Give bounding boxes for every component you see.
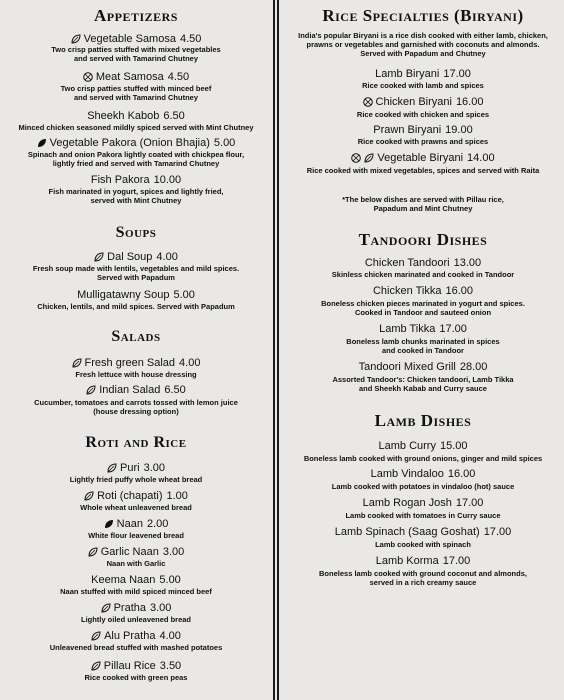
menu-item: Lamb Rogan Josh 17.00: [362, 497, 484, 509]
menu-item: Alu Pratha 4.00: [0, 630, 272, 642]
rice-heading: Rice Specialties (Biryani): [322, 6, 524, 25]
item-description: and Sheekh Kabab and Curry sauce: [359, 384, 487, 393]
leaf-outline-icon: [84, 491, 94, 501]
menu-item: Lamb Tikka 17.00: [379, 323, 467, 335]
menu-item: Tandoori Mixed Grill 28.00: [358, 361, 488, 373]
item-description: Served with Papadum: [97, 273, 175, 282]
menu-item: Pratha 3.00: [0, 602, 272, 614]
leaf-filled-icon: [104, 519, 114, 529]
item-description: Skinless chicken marinated and cooked in Tandoor: [331, 270, 515, 279]
column-divider: [277, 0, 279, 700]
left-column: [0, 0, 272, 700]
item-description: Lightly oiled unleavened bread: [80, 615, 192, 624]
item-description: Two crisp patties stuffed with minced beef: [60, 84, 212, 93]
section-intro: Served with Papadum and Chutney: [360, 49, 486, 58]
item-description: (house dressing option): [93, 407, 179, 416]
item-description: Spinach and onion Pakora lightly coated with chickpea flour,: [27, 150, 245, 159]
menu-item: Lamb Korma 17.00: [375, 555, 471, 567]
menu-item: Dal Soup 4.00: [0, 251, 272, 263]
menu-item: Vegetable Samosa 4.50: [0, 33, 272, 45]
leaf-outline-icon: [101, 603, 111, 613]
item-description: Boneless lamb cooked with ground coconut and almonds,: [319, 569, 527, 578]
lamb-heading: Lamb Dishes: [374, 411, 472, 430]
menu-item: Indian Salad 6.50: [0, 384, 272, 396]
leaf-outline-icon: [88, 547, 98, 557]
item-description: Lightly fried puffy whole wheat bread: [69, 475, 203, 484]
item-description: and served with Tamarind Chutney: [73, 54, 199, 63]
menu-item: Pillau Rice 3.50: [0, 660, 272, 672]
item-description: Two crisp patties stuffed with mixed vegetables: [51, 45, 221, 54]
menu-item: Lamb Spinach (Saag Goshat) 17.00: [334, 526, 512, 538]
item-description: served in a rich creamy sauce: [369, 578, 477, 587]
item-description: Rice cooked with prawns and spices: [357, 137, 489, 146]
appetizers-heading: Appetizers: [94, 6, 178, 25]
item-description: and cooked in Tandoor: [382, 346, 464, 355]
menu-item: Prawn Biryani 19.00: [373, 124, 473, 136]
item-description: Boneless lamb chunks marinated in spices: [346, 337, 500, 346]
menu-item: Fresh green Salad 4.00: [0, 357, 272, 369]
menu-item: Meat Samosa 4.50: [0, 71, 272, 83]
salads-heading: Salads: [111, 328, 161, 345]
item-description: Minced chicken seasoned mildly spiced served with Mint Chutney: [18, 123, 254, 132]
item-description: and served with Tamarind Chutney: [73, 93, 199, 102]
menu-item: Naan 2.00: [0, 518, 272, 530]
item-description: Lamb cooked with spinach: [375, 540, 471, 549]
item-description: Rice cooked with lamb and spices: [362, 81, 484, 90]
no-meat-icon: [363, 97, 373, 107]
item-description: Lamb cooked with potatoes in vindaloo (hot) sauce: [331, 482, 515, 491]
leaf-outline-icon: [364, 153, 374, 163]
item-description: Rice cooked with chicken and spices: [356, 110, 490, 119]
item-description: Rice cooked with green peas: [84, 673, 188, 682]
item-description: lightly fried and served with Tamarind Chutney: [52, 159, 220, 168]
roti-heading: Roti and Rice: [85, 434, 187, 451]
item-description: Fresh soup made with lentils, vegetables and mild spices.: [32, 264, 240, 273]
menu-item: Chicken Tandoori 13.00: [364, 257, 482, 269]
item-description: Boneless lamb cooked with ground onions, ginger and mild spices: [303, 454, 543, 463]
item-description: served with Mint Chutney: [90, 196, 182, 205]
item-description: Boneless chicken pieces marinated in yogurt and spices.: [321, 299, 525, 308]
leaf-outline-icon: [86, 385, 96, 395]
serving-note: *The below dishes are served with Pillau rice,: [342, 195, 504, 204]
item-description: Naan with Garlic: [106, 559, 166, 568]
menu-item: Keema Naan 5.00: [91, 574, 181, 586]
menu-item: Lamb Biryani 17.00: [375, 68, 471, 80]
no-meat-icon: [351, 153, 361, 163]
menu-item: Mulligatawny Soup 5.00: [77, 289, 195, 301]
menu-item: Roti (chapati) 1.00: [0, 490, 272, 502]
menu-item: Lamb Curry 15.00: [378, 440, 468, 452]
menu-item: Sheekh Kabob 6.50: [87, 110, 185, 122]
item-description: Naan stuffed with mild spiced minced beef: [60, 587, 212, 596]
item-description: White flour leavened bread: [88, 531, 184, 540]
menu-item: Vegetable Pakora (Onion Bhajia) 5.00: [0, 137, 272, 149]
menu-item: Chicken Tikka 16.00: [372, 285, 473, 297]
item-description: Whole wheat unleavened bread: [80, 503, 192, 512]
item-description: Lamb cooked with tomatoes in Curry sauce: [345, 511, 501, 520]
no-meat-icon: [83, 72, 93, 82]
leaf-outline-icon: [91, 631, 101, 641]
menu-item: Lamb Vindaloo 16.00: [370, 468, 476, 480]
menu-item: Chicken Biryani 16.00: [282, 96, 564, 108]
item-description: Rice cooked with mixed vegetables, spices and served with Raita: [306, 166, 540, 175]
section-intro: India's popular Biryani is a rice dish cooked with either lamb, chicken,: [298, 31, 548, 40]
leaf-outline-icon: [72, 358, 82, 368]
leaf-outline-icon: [107, 463, 117, 473]
menu-item: Fish Pakora 10.00: [90, 174, 182, 186]
menu-item: Vegetable Biryani 14.00: [282, 152, 564, 164]
serving-note: Papadum and Mint Chutney: [373, 204, 473, 213]
item-description: Cucumber, tomatoes and carrots tossed with lemon juice: [34, 398, 238, 407]
item-description: Fresh lettuce with house dressing: [75, 370, 197, 379]
menu-item: Puri 3.00: [0, 462, 272, 474]
leaf-outline-icon: [71, 34, 81, 44]
section-intro: prawns or vegetables and garnished with coconuts and almonds.: [306, 40, 540, 49]
leaf-outline-icon: [94, 252, 104, 262]
soups-heading: Soups: [115, 224, 157, 241]
item-description: Cooked in Tandoor and sauteed onion: [354, 308, 492, 317]
item-description: Assorted Tandoor's: Chicken tandoori, Lamb Tikka: [332, 375, 514, 384]
tandoori-heading: Tandoori Dishes: [358, 230, 488, 249]
item-description: Fish marinated in yogurt, spices and lightly fried,: [48, 187, 224, 196]
right-column: [282, 0, 564, 700]
item-description: Unleavened bread stuffed with mashed potatoes: [49, 643, 223, 652]
item-description: Chicken, lentils, and mild spices. Served with Papadum: [37, 302, 235, 311]
menu-item: Garlic Naan 3.00: [0, 546, 272, 558]
leaf-outline-icon: [91, 661, 101, 671]
leaf-filled-icon: [37, 138, 47, 148]
column-divider: [273, 0, 275, 700]
